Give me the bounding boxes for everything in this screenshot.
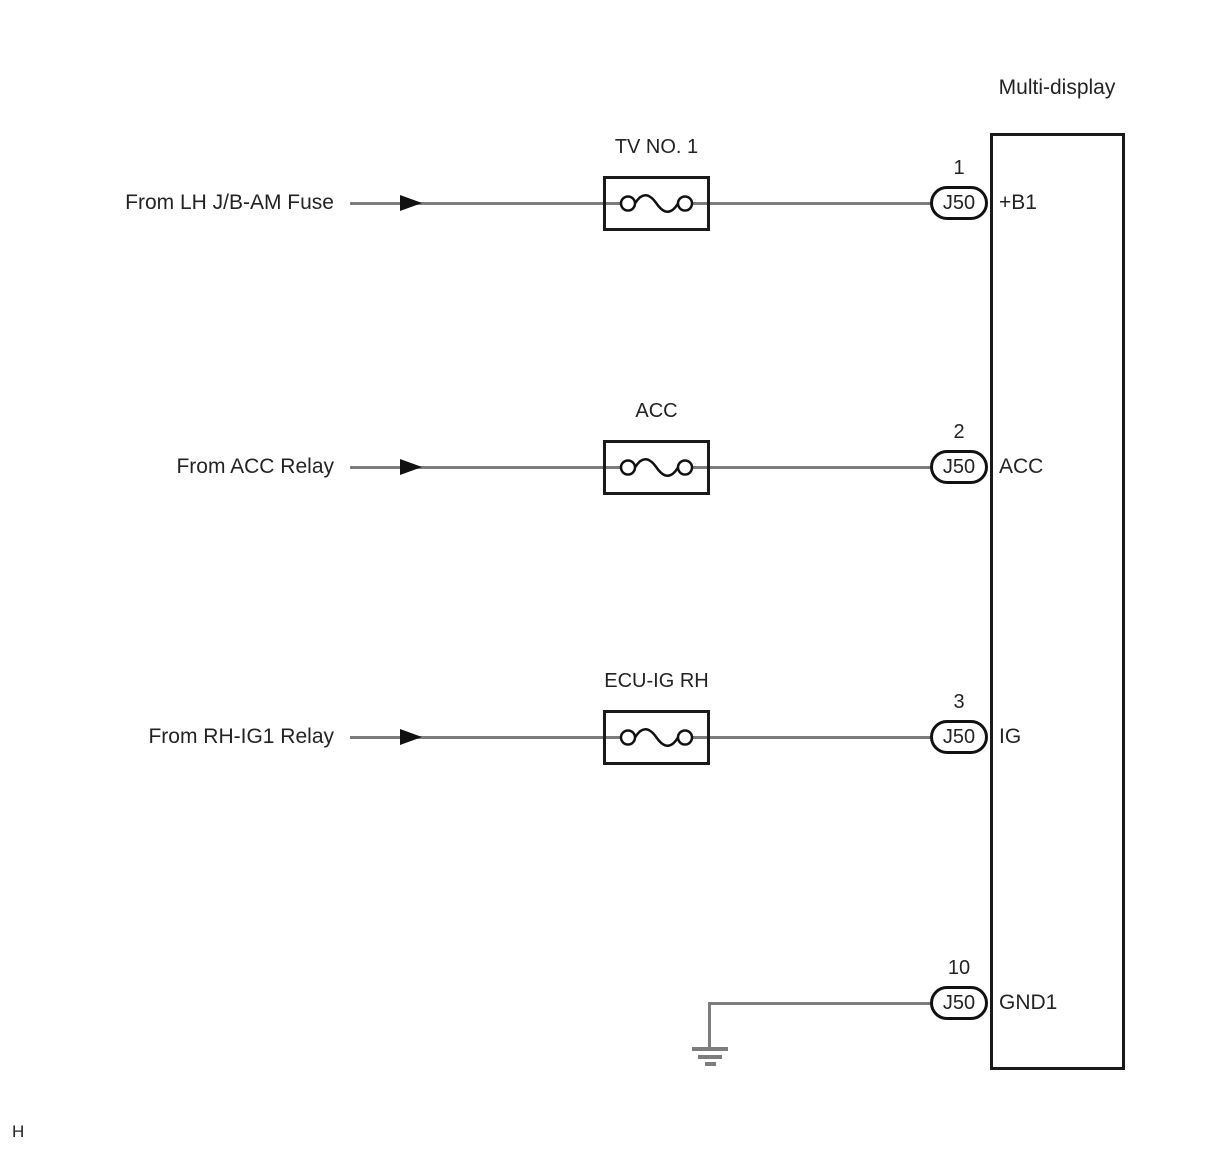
pin-number-row2: 2 <box>953 421 965 443</box>
arrow-icon-row3 <box>400 729 422 745</box>
multi-display-box <box>990 133 1125 1070</box>
pin-name-row2: ACC <box>999 455 1044 478</box>
fuse-icon-row3 <box>603 710 710 765</box>
connector-row1: J50 <box>930 186 988 220</box>
fuse-label-row3: ECU-IG RH <box>604 670 709 692</box>
pin-number-row1: 1 <box>953 157 965 179</box>
connector-row2: J50 <box>930 450 988 484</box>
fuse-label-row2: ACC <box>635 400 678 422</box>
fuse-icon-row2 <box>603 440 710 495</box>
wire-row4 <box>710 1002 932 1005</box>
ground-icon-bar2 <box>698 1055 722 1059</box>
fuse-icon-row1 <box>603 176 710 231</box>
pin-name-row4: GND1 <box>999 991 1058 1014</box>
ground-icon-bar1 <box>692 1047 728 1051</box>
connector-row4: J50 <box>930 986 988 1020</box>
ground-icon-bar3 <box>705 1062 716 1066</box>
source-label-row2: From ACC Relay <box>176 455 334 478</box>
arrow-icon-row2 <box>400 459 422 475</box>
connector-row3: J50 <box>930 720 988 754</box>
unit-title: Multi-display <box>998 76 1116 99</box>
source-label-row3: From RH-IG1 Relay <box>148 725 334 748</box>
pin-name-row1: +B1 <box>999 191 1037 214</box>
ground-drop-wire <box>708 1002 711 1049</box>
fuse-label-row1: TV NO. 1 <box>614 136 699 158</box>
arrow-icon-row1 <box>400 195 422 211</box>
pin-number-row3: 3 <box>953 691 965 713</box>
pin-number-row4: 10 <box>947 957 971 979</box>
source-label-row1: From LH J/B-AM Fuse <box>125 191 334 214</box>
pin-name-row3: IG <box>999 725 1022 748</box>
page-marker: H <box>12 1122 25 1141</box>
